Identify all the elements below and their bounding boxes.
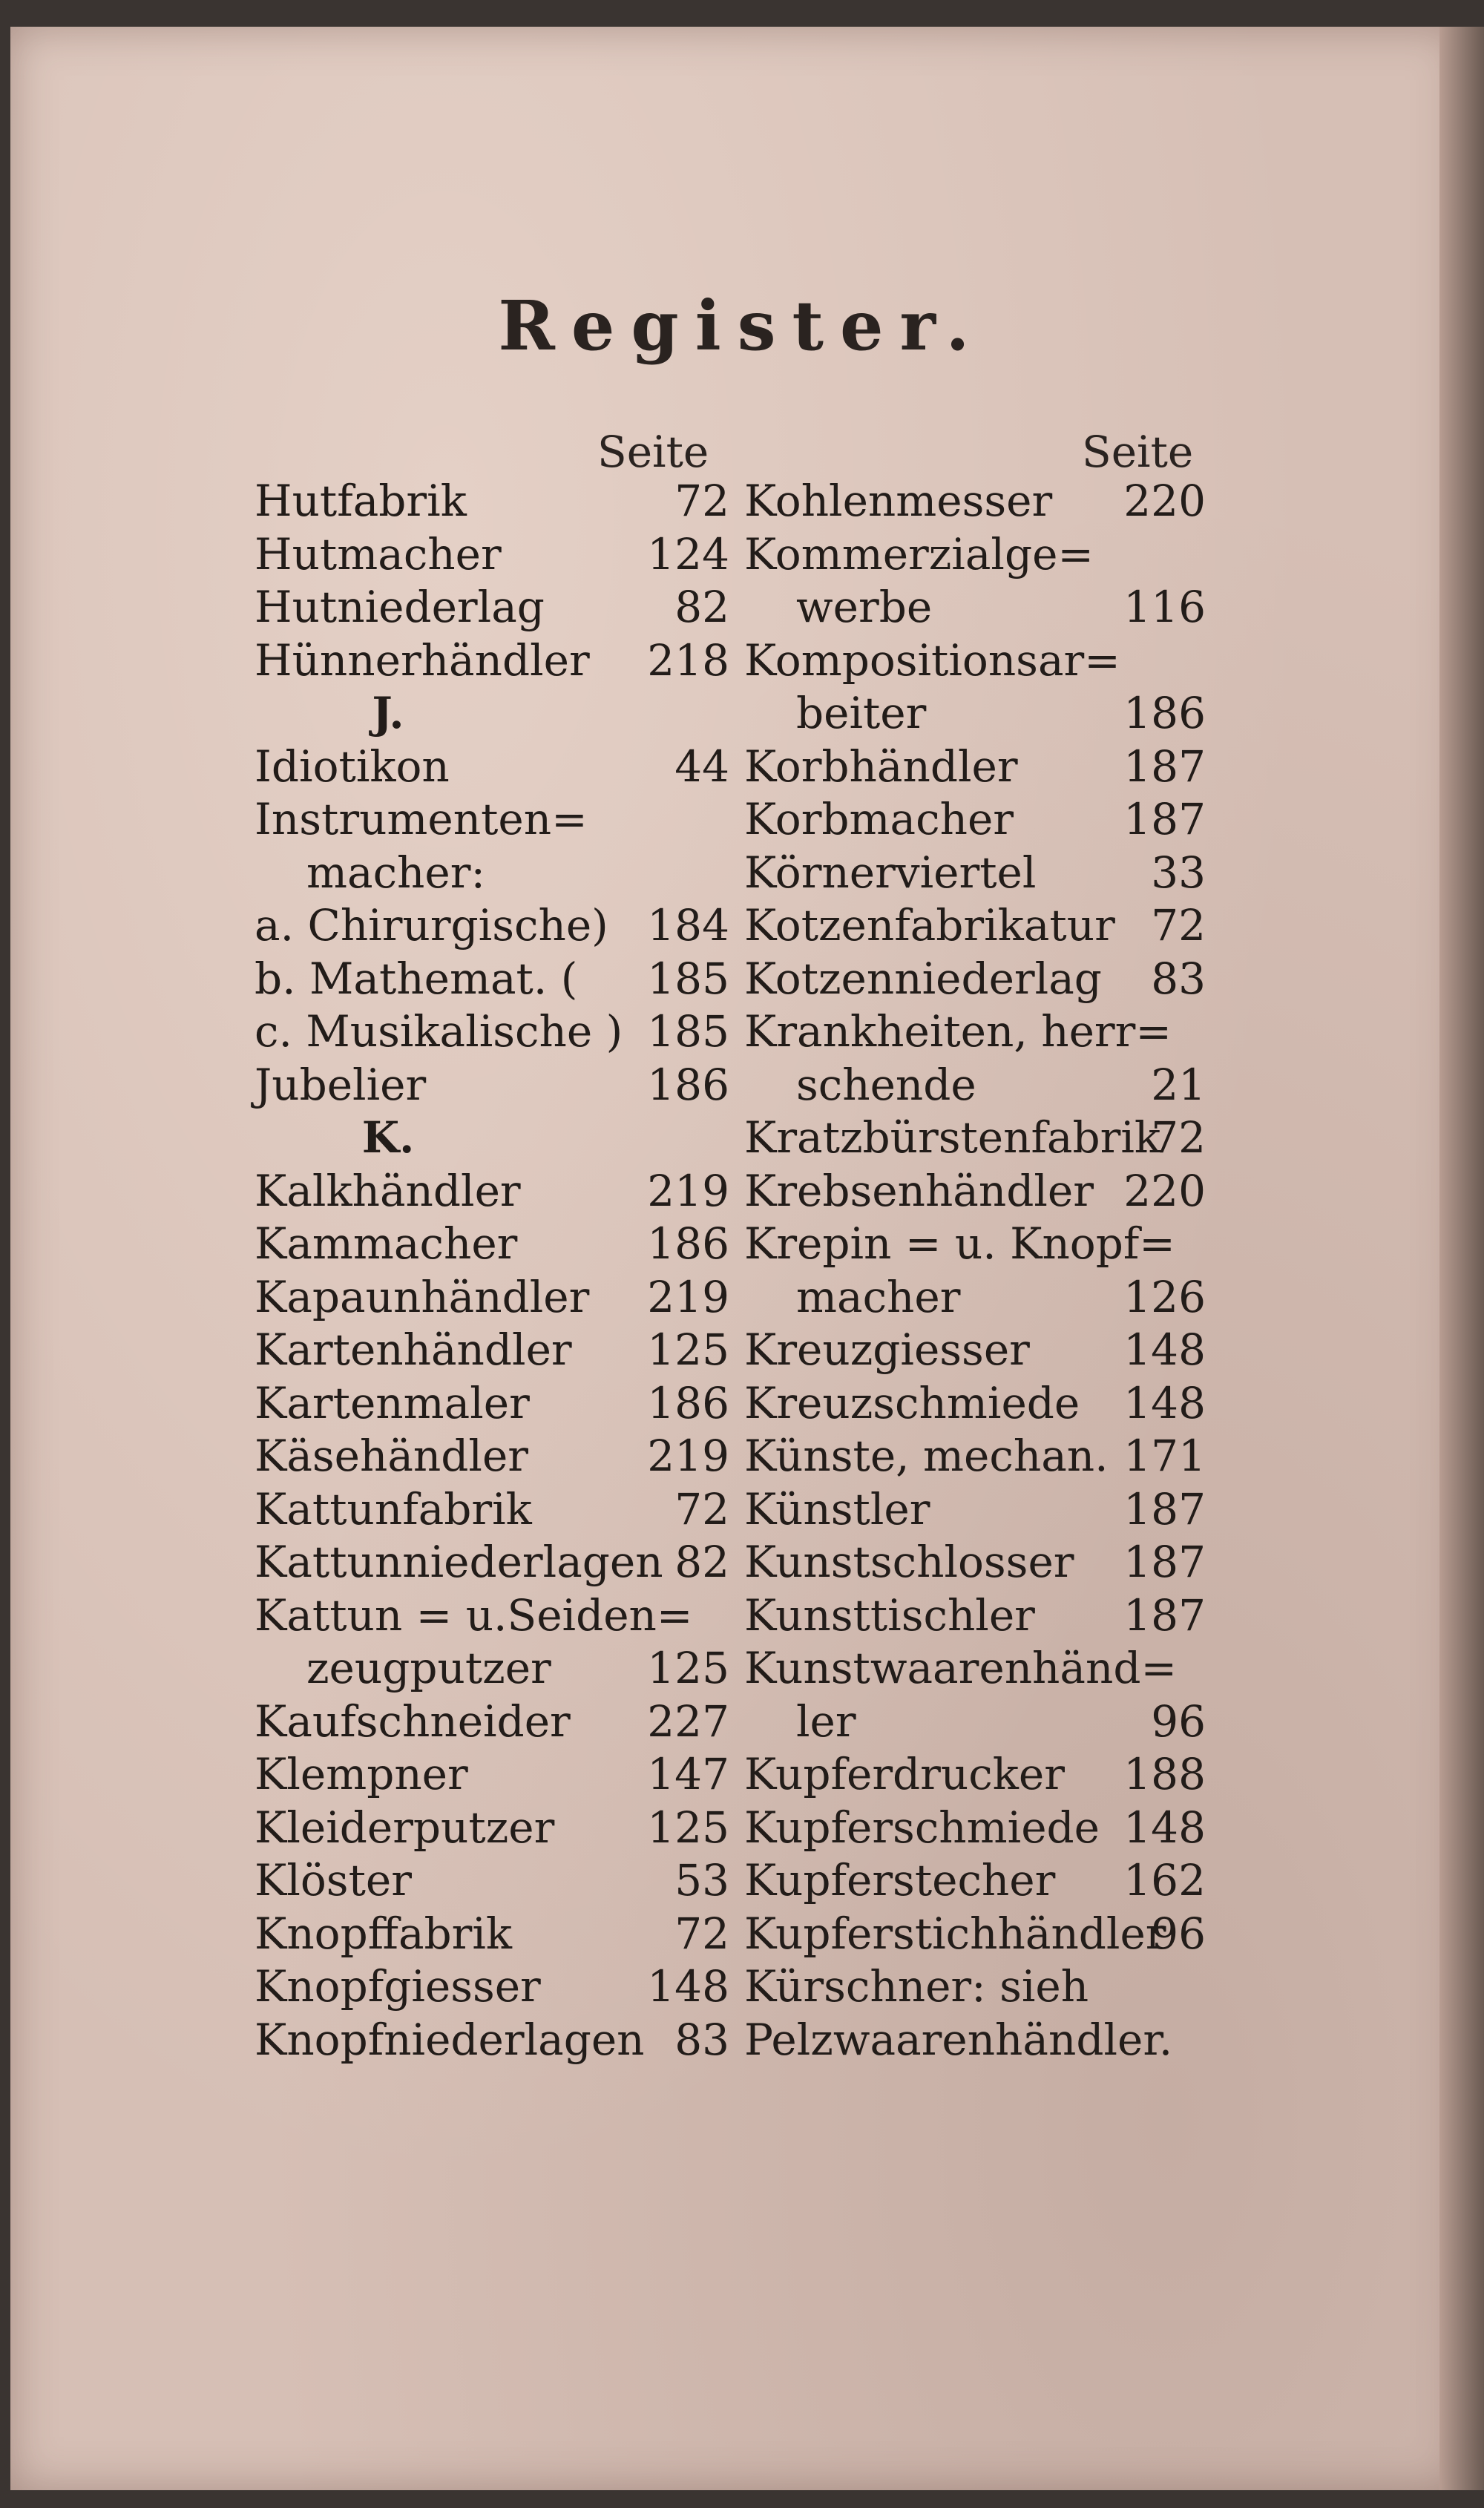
entry-term: Körnerviertel [744,847,1037,898]
entry-page-number: 185 [647,953,729,1004]
entry-page-number: 187 [1123,741,1206,792]
entry-page-number: 187 [1123,1589,1206,1641]
entry-term: Künste, mechan. [744,1431,1109,1481]
index-entry [255,1377,729,1431]
index-entry [744,1005,1206,1059]
entry-page-number: 219 [647,1271,729,1322]
entry-term: Hutfabrik [255,476,467,526]
entry-term: Kunstwaarenhänd= [744,1643,1178,1693]
entry-page-number: 218 [647,634,729,686]
index-entry [744,1589,1206,1643]
entry-term: Knopfgiesser [255,1961,541,2012]
index-entry [255,1218,729,1271]
entry-term: Kommerzialge= [744,528,1094,580]
entry-page-number: 185 [647,1006,729,1057]
entry-term: Kotzenfabrikatur [744,900,1115,951]
entry-term: Kreuzschmiede [744,1377,1080,1428]
index-entry [744,1112,1206,1165]
entry-term: c. Musikalische ) [255,1006,623,1057]
entry-term: Kompositionsar= [744,634,1120,686]
entry-page-number: 21 [1151,1059,1206,1110]
entry-page-number: 124 [647,528,729,580]
index-entry [744,899,1206,953]
entry-page-number: 219 [647,1431,729,1481]
index-entry [255,1271,729,1324]
index-entry [744,1536,1206,1589]
entry-page-number: 116 [1123,582,1206,632]
entry-page-number: 220 [1123,1165,1206,1216]
index-entry [255,899,729,953]
entry-page-number: 72 [674,476,729,526]
entry-term: beiter [796,688,927,738]
entry-term: macher [796,1271,961,1322]
entry-term: Kartenhändler [255,1324,572,1375]
index-entry [255,1748,729,1802]
index-entry [255,528,729,582]
index-entry [744,1642,1206,1695]
index-entry [744,1165,1206,1218]
entry-term: Kupferdrucker [744,1749,1065,1799]
entry-term: zeugputzer [306,1643,551,1693]
column-header-right: Seite [1082,427,1194,477]
index-entry [744,528,1206,582]
entry-term: Krankheiten, herr= [744,1006,1172,1057]
entry-page-number: 148 [1123,1324,1206,1375]
index-entry [744,1324,1206,1377]
entry-term: J. [372,688,404,738]
entry-term: Kohlenmesser [744,476,1053,526]
entry-term: Kürschner: sieh [744,1961,1089,2012]
book-page [10,27,1459,2490]
entry-page-number: 184 [647,900,729,951]
entry-page-number: 83 [1151,953,1206,1004]
index-entry [744,793,1206,847]
entry-term: a. Chirurgische) [255,900,608,951]
entry-term: werbe [796,582,933,632]
entry-term: ler [796,1695,856,1747]
entry-page-number: 33 [1151,847,1206,898]
entry-term: Kattun = u.Seiden= [255,1589,693,1641]
entry-page-number: 148 [1123,1377,1206,1428]
entry-term: Korbmacher [744,794,1014,844]
index-entry [744,1854,1206,1908]
section-letter [255,687,729,741]
entry-page-number: 162 [1123,1855,1206,1905]
index-entry [744,1059,1206,1112]
index-entry [255,1483,729,1537]
index-entry [255,1642,729,1695]
index-entry [255,847,729,900]
entry-page-number: 187 [1123,1483,1206,1534]
index-entry [255,1960,729,2014]
index-entry [255,475,729,528]
entry-page-number: 53 [674,1855,729,1905]
index-entry [255,1695,729,1749]
entry-term: Kupferstichhändler [744,1908,1166,1959]
index-entry [255,953,729,1006]
page-title: Register. [498,286,986,366]
entry-term: Kartenmaler [255,1377,530,1428]
index-entry [744,1908,1206,1961]
entry-page-number: 186 [647,1377,729,1428]
entry-page-number: 96 [1151,1908,1206,1959]
entry-page-number: 125 [647,1324,729,1375]
index-entry [255,1854,729,1908]
entry-term: Klöster [255,1855,412,1905]
index-entry [744,634,1206,688]
entry-term: Kapaunhändler [255,1271,590,1322]
index-entry [744,847,1206,900]
index-entry [744,1802,1206,1855]
index-entry [744,1271,1206,1324]
index-entry [255,1908,729,1961]
entry-term: Kaufschneider [255,1695,571,1747]
entry-page-number: 148 [1123,1802,1206,1853]
entry-term: Künstler [744,1483,930,1534]
entry-page-number: 72 [1151,1112,1206,1163]
page-edge [1439,27,1484,2490]
index-entry [255,634,729,688]
entry-term: schende [796,1059,976,1110]
index-entry [744,1218,1206,1271]
index-entry [255,793,729,847]
index-entry [255,1536,729,1589]
entry-page-number: 220 [1123,476,1206,526]
entry-page-number: 83 [674,2014,729,2065]
index-entry [744,475,1206,528]
entry-page-number: 125 [647,1802,729,1853]
entry-term: Käsehändler [255,1431,529,1481]
index-entry [744,1695,1206,1749]
index-entry [744,687,1206,741]
index-entry [744,953,1206,1006]
entry-term: Hünnerhändler [255,634,590,686]
entry-term: Kupferstecher [744,1855,1056,1905]
entry-page-number: 186 [1123,688,1206,738]
entry-term: b. Mathemat. ( [255,953,578,1004]
entry-page-number: 72 [674,1483,729,1534]
entry-term: Kratzbürstenfabrik [744,1112,1161,1163]
entry-term: Korbhändler [744,741,1018,792]
entry-term: Kreuzgiesser [744,1324,1030,1375]
index-entry [744,1430,1206,1483]
index-entry [255,1430,729,1483]
entry-page-number: 187 [1123,794,1206,844]
entry-term: Pelzwaarenhändler. [744,2014,1173,2065]
entry-page-number: 219 [647,1165,729,1216]
index-entry [744,1483,1206,1537]
index-entry [744,581,1206,634]
entry-term: Jubelier [255,1059,427,1110]
entry-page-number: 186 [647,1218,729,1269]
index-column-left [255,475,729,2067]
entry-term: Instrumenten= [255,794,588,844]
index-entry [255,1005,729,1059]
entry-page-number: 96 [1151,1695,1206,1747]
entry-term: Knopffabrik [255,1908,513,1959]
entry-term: Kunsttischler [744,1589,1035,1641]
entry-term: Idiotikon [255,741,450,792]
entry-term: K. [361,1112,415,1163]
section-letter [255,1112,729,1165]
entry-page-number: 227 [647,1695,729,1747]
column-header-left: Seite [597,427,709,477]
entry-page-number: 82 [674,1537,729,1587]
entry-term: Kleiderputzer [255,1802,555,1853]
entry-term: macher: [306,847,486,898]
index-entry [255,1165,729,1218]
entry-page-number: 125 [647,1643,729,1693]
entry-page-number: 44 [674,741,729,792]
entry-term: Kattunfabrik [255,1483,532,1534]
entry-page-number: 147 [647,1749,729,1799]
entry-term: Kotzenniederlag [744,953,1102,1004]
entry-page-number: 126 [1123,1271,1206,1322]
index-entry [255,581,729,634]
entry-term: Kalkhändler [255,1165,521,1216]
index-entry [744,1748,1206,1802]
entry-term: Kunstschlosser [744,1537,1074,1587]
entry-term: Hutmacher [255,528,502,580]
entry-term: Knopfniederlagen [255,2014,645,2065]
index-entry [255,1589,729,1643]
entry-page-number: 186 [647,1059,729,1110]
entry-page-number: 188 [1123,1749,1206,1799]
index-entry [255,741,729,794]
entry-term: Kupferschmiede [744,1802,1100,1853]
entry-page-number: 72 [674,1908,729,1959]
entry-term: Kattunniederlagen [255,1537,663,1587]
index-entry [744,1960,1206,2014]
entry-term: Kammacher [255,1218,518,1269]
entry-page-number: 171 [1123,1431,1206,1481]
entry-page-number: 82 [674,582,729,632]
index-column-right [744,475,1206,2067]
index-entry [744,1377,1206,1431]
index-entry [255,1324,729,1377]
index-entry [744,2014,1206,2067]
entry-page-number: 187 [1123,1537,1206,1587]
entry-term: Hutniederlag [255,582,545,632]
entry-page-number: 148 [647,1961,729,2012]
index-entry [255,1802,729,1855]
entry-term: Krepin = u. Knopf= [744,1218,1175,1269]
entry-term: Klempner [255,1749,468,1799]
entry-term: Krebsenhändler [744,1165,1094,1216]
index-entry [255,2014,729,2067]
entry-page-number: 72 [1151,900,1206,951]
index-entry [744,741,1206,794]
index-entry [255,1059,729,1112]
